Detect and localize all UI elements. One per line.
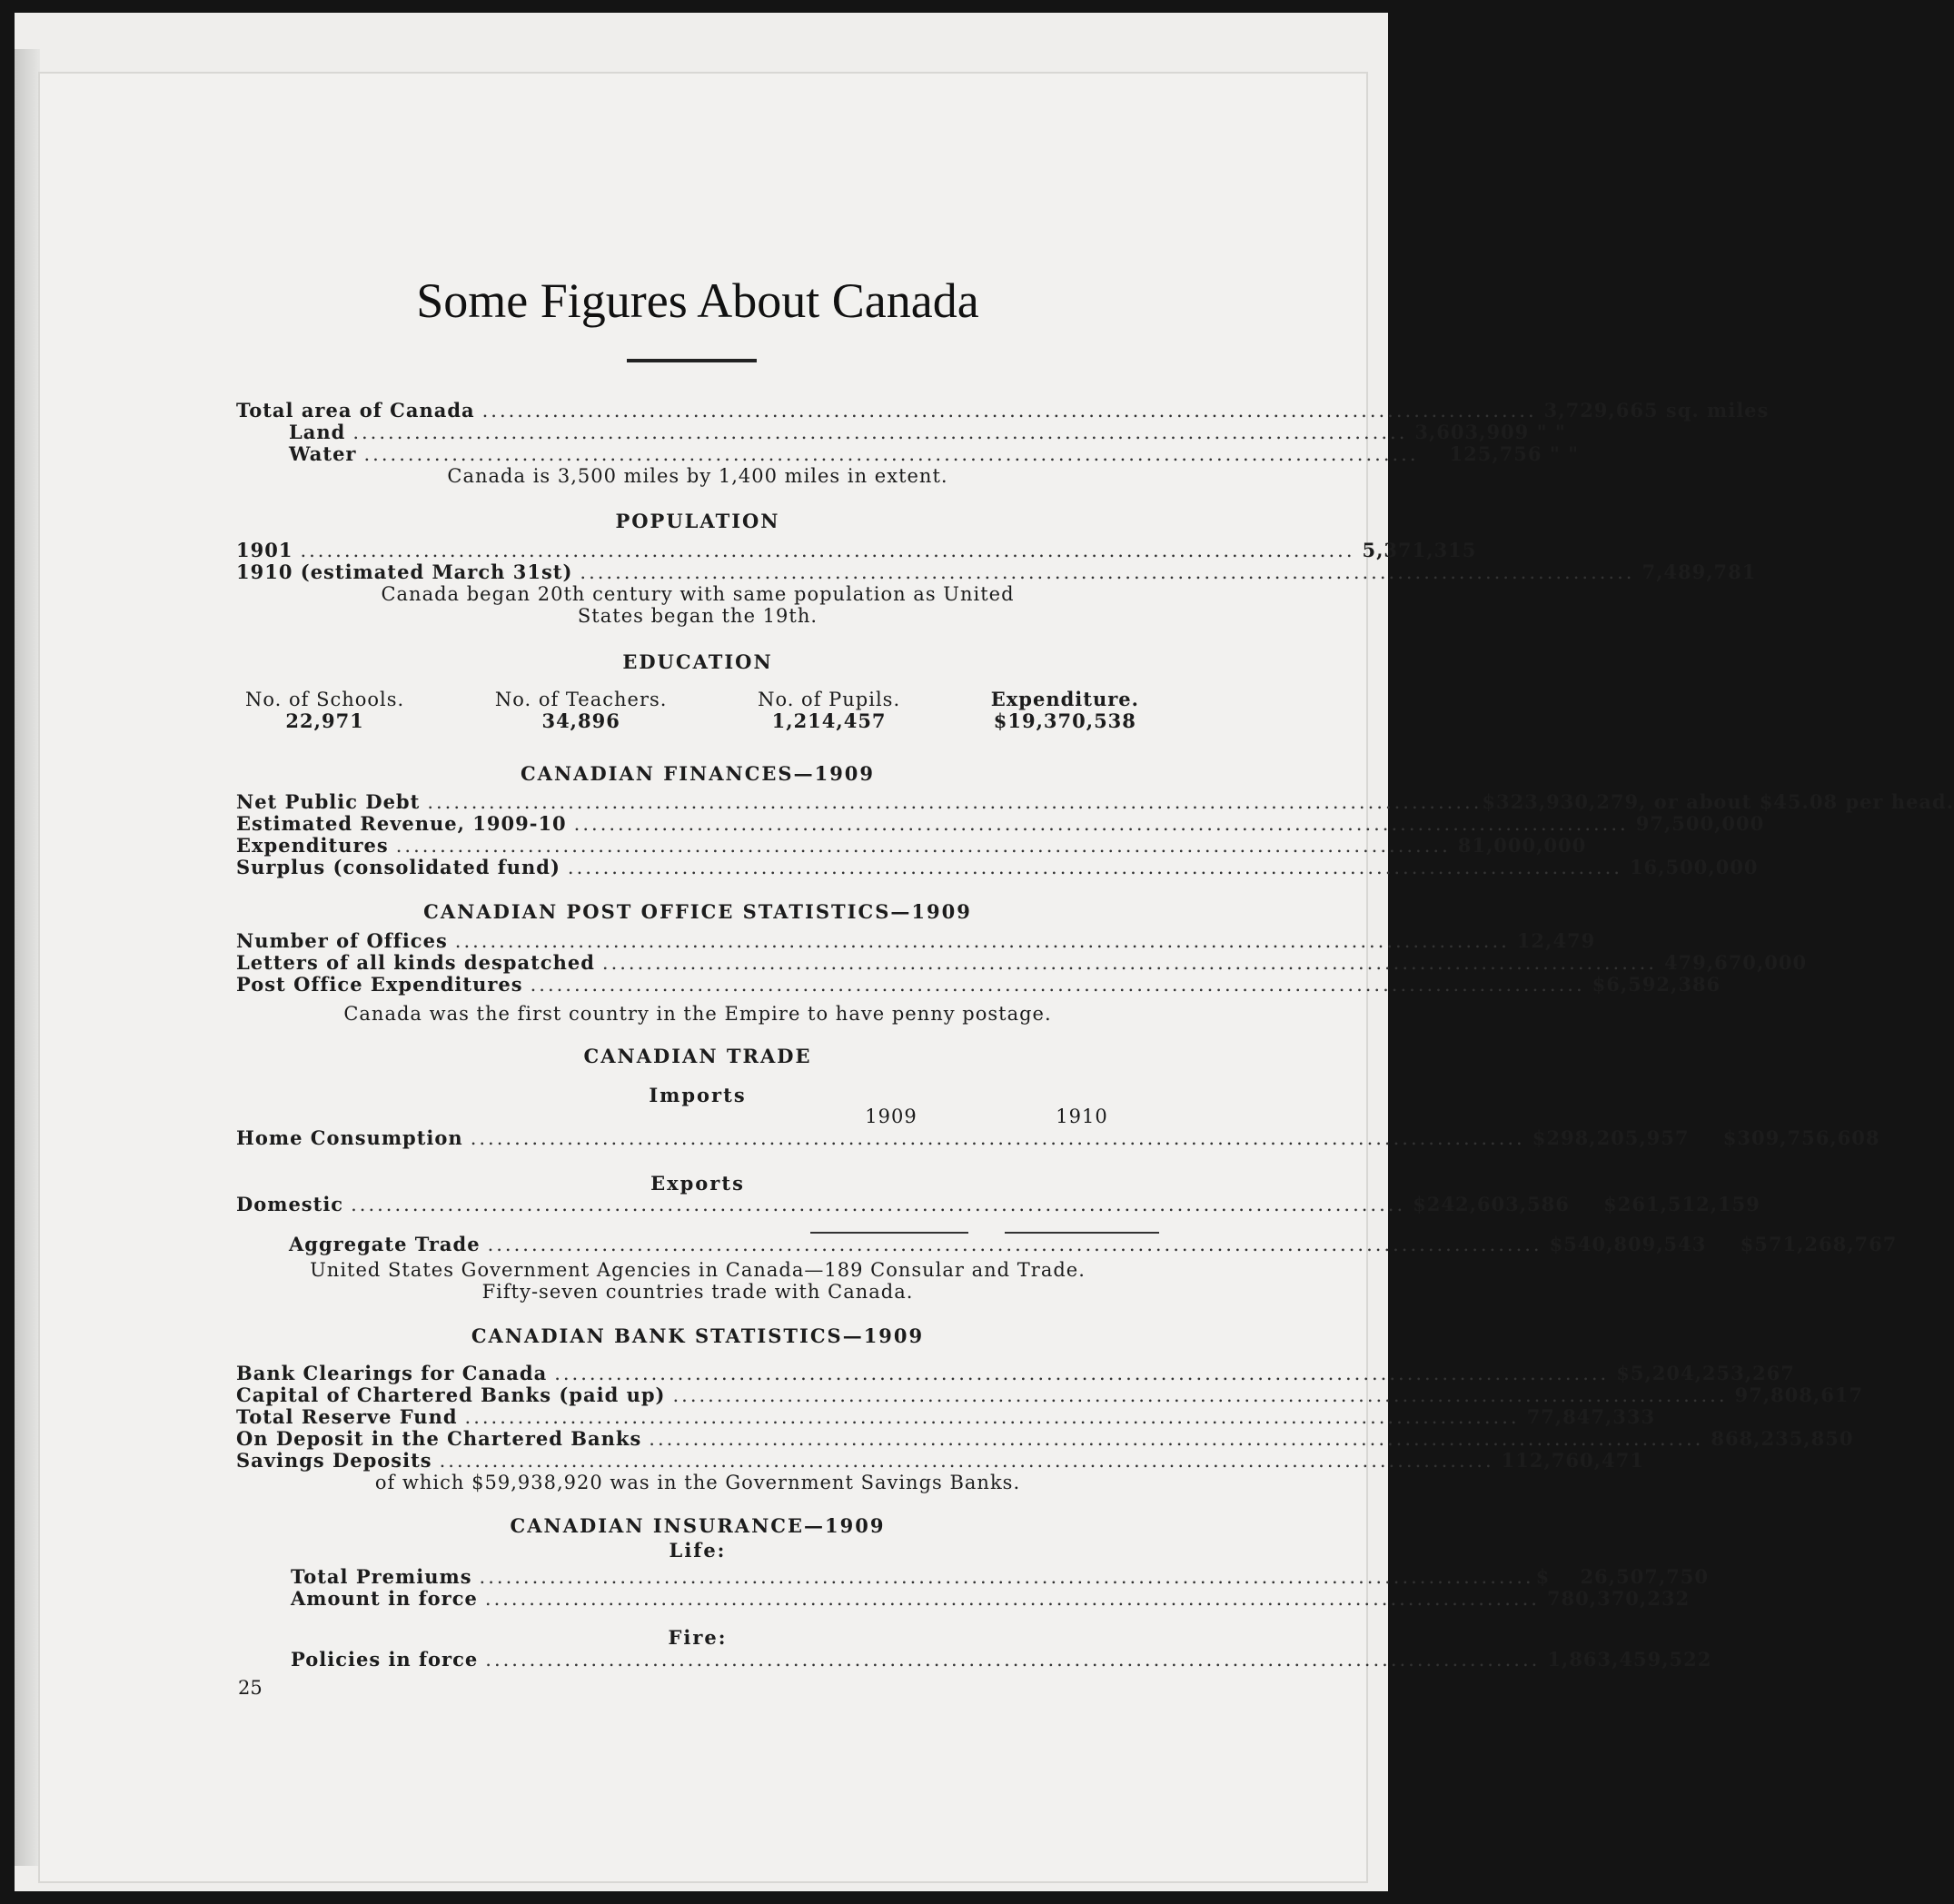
population-row-1901 xyxy=(236,539,1477,561)
policies-in-force-label: Policies in force xyxy=(291,1648,479,1671)
total-area-label: Total area of Canada xyxy=(236,399,475,421)
aggregate-trade-row xyxy=(236,1233,1898,1255)
bank-label: Savings Deposits xyxy=(236,1449,432,1472)
insurance-heading: CANADIAN INSURANCE—1909 xyxy=(510,1514,886,1537)
leader-dots: ........................................................................................................................ xyxy=(464,1406,1520,1428)
amount-in-force-label: Amount in force xyxy=(291,1587,478,1610)
total-premiums-row xyxy=(291,1565,1709,1588)
bank-row xyxy=(236,1405,1656,1428)
leader-dots: ........................................................................................................................ xyxy=(485,1649,1541,1671)
leader-dots: ........................................................................................................................ xyxy=(601,952,1657,974)
trade-heading: CANADIAN TRADE xyxy=(583,1045,812,1067)
water-value: 125,756 " " xyxy=(1449,442,1580,465)
post-office-value: 479,670,000 xyxy=(1663,951,1808,974)
water-label: Water xyxy=(289,442,357,465)
education-column-value: 34,896 xyxy=(541,709,620,732)
page-title: Some Figures About Canada xyxy=(416,273,979,328)
leader-dots: ........................................................................................................................ xyxy=(487,1234,1542,1255)
trade-year-1909: 1909 xyxy=(865,1106,917,1127)
education-column-label: No. of Teachers. xyxy=(494,689,668,710)
domestic-row xyxy=(236,1193,1761,1215)
trade-year-header xyxy=(236,1106,1880,1149)
population-section xyxy=(236,539,1757,627)
finance-value: 16,500,000 xyxy=(1629,856,1759,878)
finance-row xyxy=(236,812,1765,835)
trade-year-1910: 1910 xyxy=(1056,1106,1108,1127)
post-office-value: 12,479 xyxy=(1516,929,1596,952)
home-consumption-1910: $309,756,608 xyxy=(1722,1126,1880,1149)
total-premiums-label: Total Premiums xyxy=(291,1565,472,1588)
bank-label: On Deposit in the Chartered Banks xyxy=(236,1427,642,1450)
net-debt-row xyxy=(236,790,1954,813)
post-office-row xyxy=(236,973,1721,996)
total-area-value: 3,729,665 sq. miles xyxy=(1543,399,1770,421)
water-row xyxy=(236,442,1580,465)
aggregate-1910: $571,268,767 xyxy=(1740,1233,1898,1255)
leader-dots: ........................................................................................................................ xyxy=(470,1127,1525,1149)
total-premiums-value: $ 26,507,750 xyxy=(1535,1565,1709,1588)
exports-heading: Exports xyxy=(650,1172,745,1195)
bank-label: Total Reserve Fund xyxy=(236,1405,458,1428)
finance-row xyxy=(236,856,1759,878)
leader-dots: ........................................................................................................................ xyxy=(439,1450,1494,1472)
land-label: Land xyxy=(289,421,346,443)
bank-section xyxy=(236,1362,1864,1493)
education-column-label: No. of Pupils. xyxy=(758,689,901,710)
net-debt-value: $323,930,279, or about $45.08 per head. xyxy=(1482,790,1954,813)
bank-row xyxy=(236,1427,1854,1450)
amount-in-force-row xyxy=(291,1587,1691,1610)
post-office-label: Post Office Expenditures xyxy=(236,973,523,996)
domestic-1910: $261,512,159 xyxy=(1603,1193,1761,1215)
leader-dots: ........................................................................................................................ xyxy=(352,421,1408,443)
leader-dots: ........................................................................................................................ xyxy=(649,1428,1704,1450)
education-column xyxy=(495,689,668,732)
finance-row xyxy=(236,834,1587,857)
page-binding xyxy=(15,49,40,1866)
bank-row xyxy=(236,1362,1795,1384)
fire-insurance-section xyxy=(291,1648,1712,1671)
population-value: 5,371,315 xyxy=(1362,539,1477,561)
trade-note-2: Fifty-seven countries trade with Canada. xyxy=(481,1281,914,1303)
leader-dots: ........................................................................................................................ xyxy=(427,791,1483,813)
education-column xyxy=(758,689,900,732)
net-debt-label: Net Public Debt xyxy=(236,790,421,813)
population-value: 7,489,781 xyxy=(1642,560,1757,583)
policies-in-force-row xyxy=(291,1648,1712,1671)
post-office-heading: CANADIAN POST OFFICE STATISTICS—1909 xyxy=(423,900,972,923)
leader-dots: ........................................................................................................................ xyxy=(300,540,1355,561)
leader-dots: ........................................................................................................................ xyxy=(530,974,1585,996)
population-year-label: 1901 xyxy=(236,539,293,561)
aggregate-trade-label: Aggregate Trade xyxy=(289,1233,481,1255)
book-page xyxy=(15,13,1954,1891)
finance-value: 81,000,000 xyxy=(1457,834,1587,857)
life-heading: Life: xyxy=(669,1539,727,1562)
bank-value: 97,808,617 xyxy=(1734,1383,1864,1406)
life-insurance-section xyxy=(291,1565,1709,1610)
trade-years-row xyxy=(236,1106,1159,1127)
imports-heading: Imports xyxy=(649,1084,747,1106)
leader-dots: ........................................................................................................................ xyxy=(351,1194,1406,1215)
home-consumption-label: Home Consumption xyxy=(236,1126,463,1149)
post-office-value: $6,592,386 xyxy=(1592,973,1721,996)
education-column xyxy=(991,689,1139,732)
education-heading: EDUCATION xyxy=(622,650,773,673)
land-value: 3,603,909 " " xyxy=(1414,421,1566,443)
leader-dots: ........................................................................................................................ xyxy=(573,813,1629,835)
title-rule xyxy=(627,359,757,362)
post-office-row xyxy=(236,929,1596,952)
finances-section xyxy=(236,790,1954,878)
leader-dots: ........................................................................................................................ xyxy=(481,400,1537,421)
bank-label: Bank Clearings for Canada xyxy=(236,1362,548,1384)
education-column-value: $19,370,538 xyxy=(993,709,1136,732)
population-year-label: 1910 (estimated March 31st) xyxy=(236,560,573,583)
finance-value: 97,500,000 xyxy=(1635,812,1765,835)
leader-dots: ........................................................................................................................ xyxy=(672,1384,1728,1406)
education-table xyxy=(245,689,1139,732)
area-note: Canada is 3,500 miles by 1,400 miles in extent. xyxy=(447,465,948,487)
leader-dots: ........................................................................................................................ xyxy=(484,1588,1540,1610)
education-column-value: 1,214,457 xyxy=(771,709,887,732)
bank-value: 868,235,850 xyxy=(1711,1427,1854,1450)
aggregate-1909: $540,809,543 xyxy=(1549,1233,1707,1255)
education-column xyxy=(245,689,404,732)
post-office-row xyxy=(236,951,1808,974)
bank-value: $5,204,253,267 xyxy=(1616,1362,1795,1384)
education-column-label: No. of Schools. xyxy=(245,689,405,710)
total-area-row xyxy=(236,399,1770,421)
bank-value: 112,760,471 xyxy=(1501,1449,1644,1472)
population-row-1910 xyxy=(236,560,1757,583)
bank-heading: CANADIAN BANK STATISTICS—1909 xyxy=(471,1324,925,1347)
population-note-2: States began the 19th. xyxy=(577,605,818,627)
post-office-section xyxy=(236,929,1808,1025)
page-number: 25 xyxy=(238,1677,263,1699)
land-row xyxy=(236,421,1566,443)
finances-heading: CANADIAN FINANCES—1909 xyxy=(520,762,876,785)
population-note-1: Canada began 20th century with same population as United xyxy=(381,583,1015,605)
leader-dots: ........................................................................................................................ xyxy=(567,857,1622,878)
domestic-label: Domestic xyxy=(236,1193,344,1215)
bank-value: 77,847,333 xyxy=(1526,1405,1656,1428)
finance-label: Expenditures xyxy=(236,834,389,857)
leader-dots: ........................................................................................................................ xyxy=(395,835,1451,857)
post-office-label: Letters of all kinds despatched xyxy=(236,951,595,974)
exports-section xyxy=(236,1193,1898,1303)
leader-dots: ........................................................................................................................ xyxy=(580,561,1635,583)
home-consumption-1909: $298,205,957 xyxy=(1532,1126,1690,1149)
leader-dots: ........................................................................................................................ xyxy=(454,930,1510,952)
leader-dots: ........................................................................................................................ xyxy=(479,1566,1534,1588)
sum-rules-row xyxy=(236,1215,1159,1234)
leader-dots: ........................................................................................................................ xyxy=(363,443,1419,465)
education-column-label: Expenditure. xyxy=(990,688,1139,710)
bank-row xyxy=(236,1449,1644,1472)
finance-label: Estimated Revenue, 1909-10 xyxy=(236,812,567,835)
home-consumption-row xyxy=(236,1126,1880,1149)
amount-in-force-value: 780,370,232 xyxy=(1546,1587,1691,1610)
bank-label: Capital of Chartered Banks (paid up) xyxy=(236,1383,666,1406)
domestic-1909: $242,603,586 xyxy=(1413,1193,1570,1215)
post-office-label: Number of Offices xyxy=(236,929,448,952)
policies-in-force-value: 1,863,459,522 xyxy=(1547,1648,1712,1671)
savings-banks-note: of which $59,938,920 was in the Government Savings Banks. xyxy=(374,1472,1021,1493)
area-section xyxy=(236,399,1770,487)
penny-postage-note: Canada was the first country in the Empire to have penny postage. xyxy=(343,1003,1052,1025)
trade-note-1: United States Government Agencies in Canada—189 Consular and Trade. xyxy=(310,1259,1086,1281)
finance-label: Surplus (consolidated fund) xyxy=(236,856,560,878)
leader-dots: ........................................................................................................................ xyxy=(554,1363,1610,1384)
population-heading: POPULATION xyxy=(615,510,780,532)
fire-heading: Fire: xyxy=(668,1626,728,1649)
education-column-value: 22,971 xyxy=(285,709,364,732)
bank-row xyxy=(236,1383,1864,1406)
